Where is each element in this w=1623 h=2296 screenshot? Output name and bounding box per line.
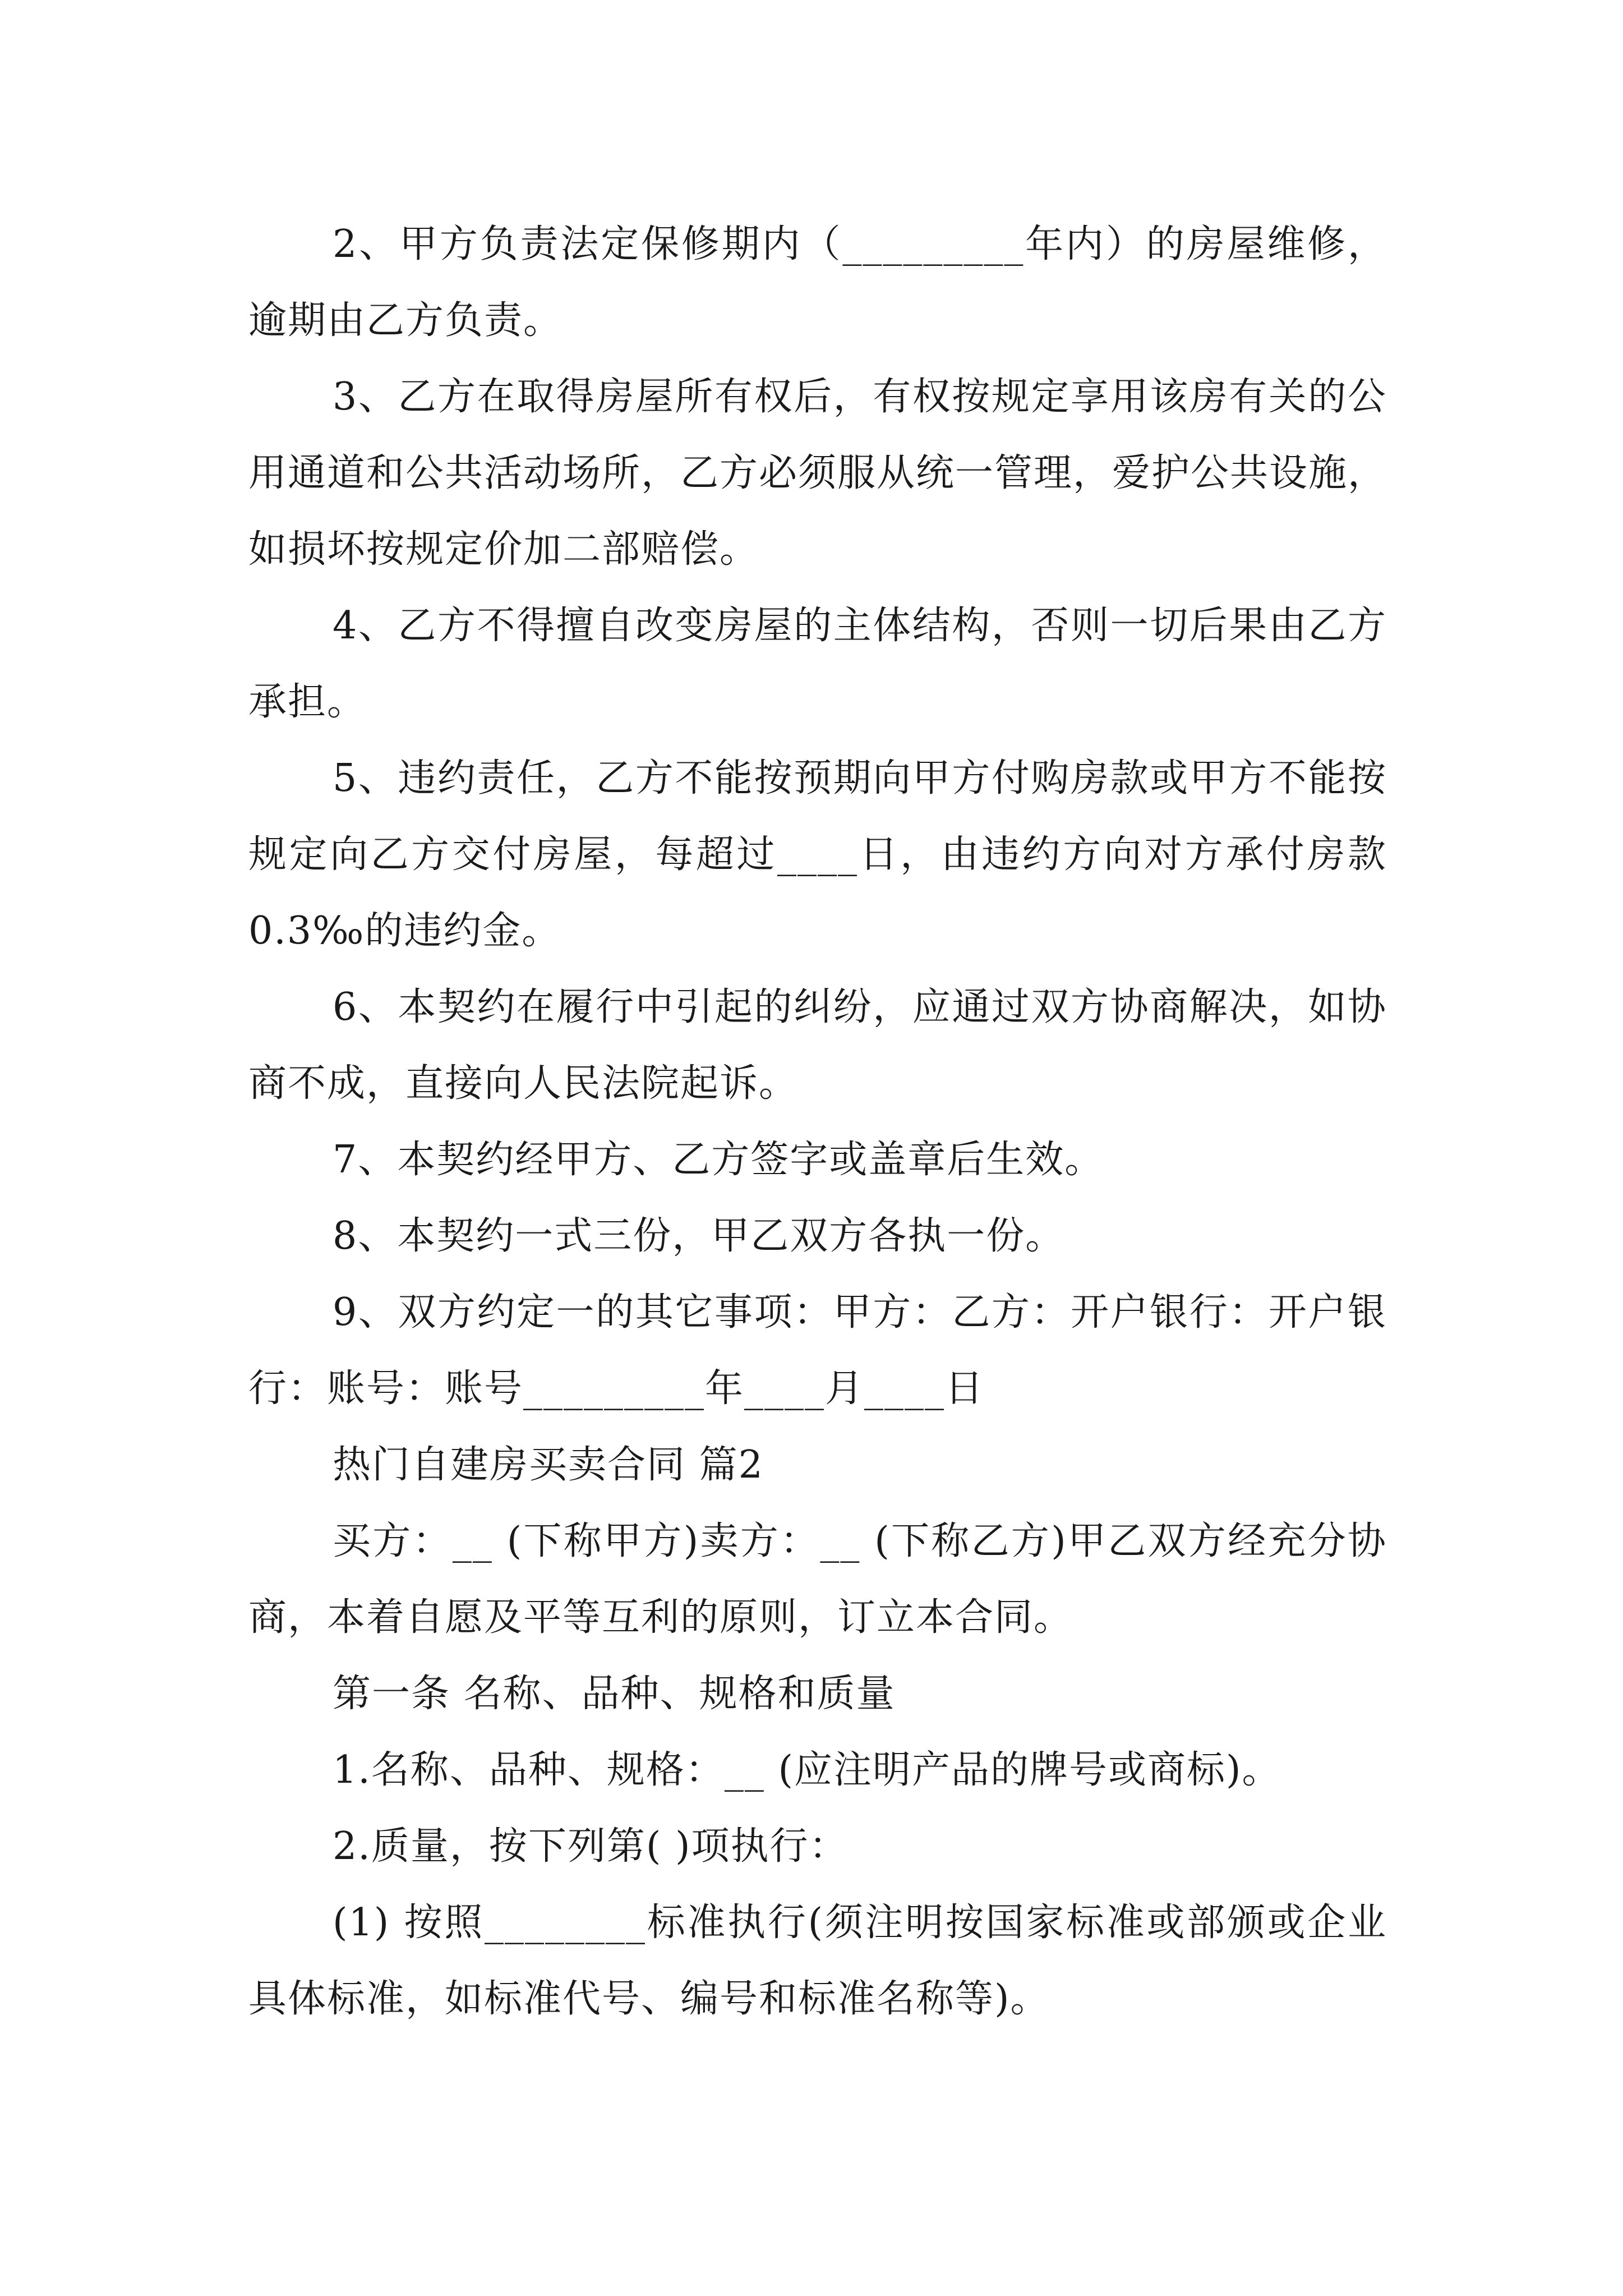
section-heading: 热门自建房买卖合同 篇2 (333, 1443, 764, 1487)
paragraph-other-matters: 9、双方约定一的其它事项：甲方：乙方：开户银行：开户银行：账号：账号_________年____月____日 (248, 1290, 1387, 1411)
paragraph-ownership-rights: 3、乙方在取得房屋所有权后，有权按规定享用该房有关的公用通道和公共活动场所，乙方必须服从统一管理，爱护公共设施，如损坏按规定价加二部赔偿。 (248, 375, 1387, 572)
paragraph-copies: 8、本契约一式三份，甲乙双方各执一份。 (333, 1214, 1065, 1258)
document-body (248, 206, 1387, 2037)
article-heading: 第一条 名称、品种、规格和质量 (333, 1672, 896, 1716)
paragraph-standard: (1) 按照________标准执行(须注明按国家标准或部颁或企业具体标准，如标准代号、编号和标准名称等)。 (248, 1901, 1387, 2021)
paragraph-quality: 2.质量，按下列第( )项执行： (333, 1824, 849, 1869)
paragraph-name-spec: 1.名称、品种、规格：__ (应注明产品的牌号或商标)。 (333, 1748, 1281, 1792)
paragraph-liability: 5、违约责任，乙方不能按预期向甲方付购房款或甲方不能按规定向乙方交付房屋，每超过____日，由违约方向对方承付房款0.3‰的违约金。 (248, 756, 1387, 953)
paragraph-disputes: 6、本契约在履行中引起的纠纷，应通过双方协商解决，如协商不成，直接向人民法院起诉。 (248, 985, 1387, 1106)
paragraph-structure: 4、乙方不得擅自改变房屋的主体结构，否则一切后果由乙方承担。 (248, 604, 1387, 724)
paragraph-effective: 7、本契约经甲方、乙方签字或盖章后生效。 (333, 1138, 1104, 1182)
paragraph-warranty: 2、甲方负责法定保修期内（_________年内）的房屋维修，逾期由乙方负责。 (248, 222, 1387, 343)
paragraph-parties: 买方：__ (下称甲方)卖方：__ (下称乙方)甲乙双方经充分协商，本着自愿及平等互利的原则，订立本合同。 (248, 1519, 1387, 1640)
